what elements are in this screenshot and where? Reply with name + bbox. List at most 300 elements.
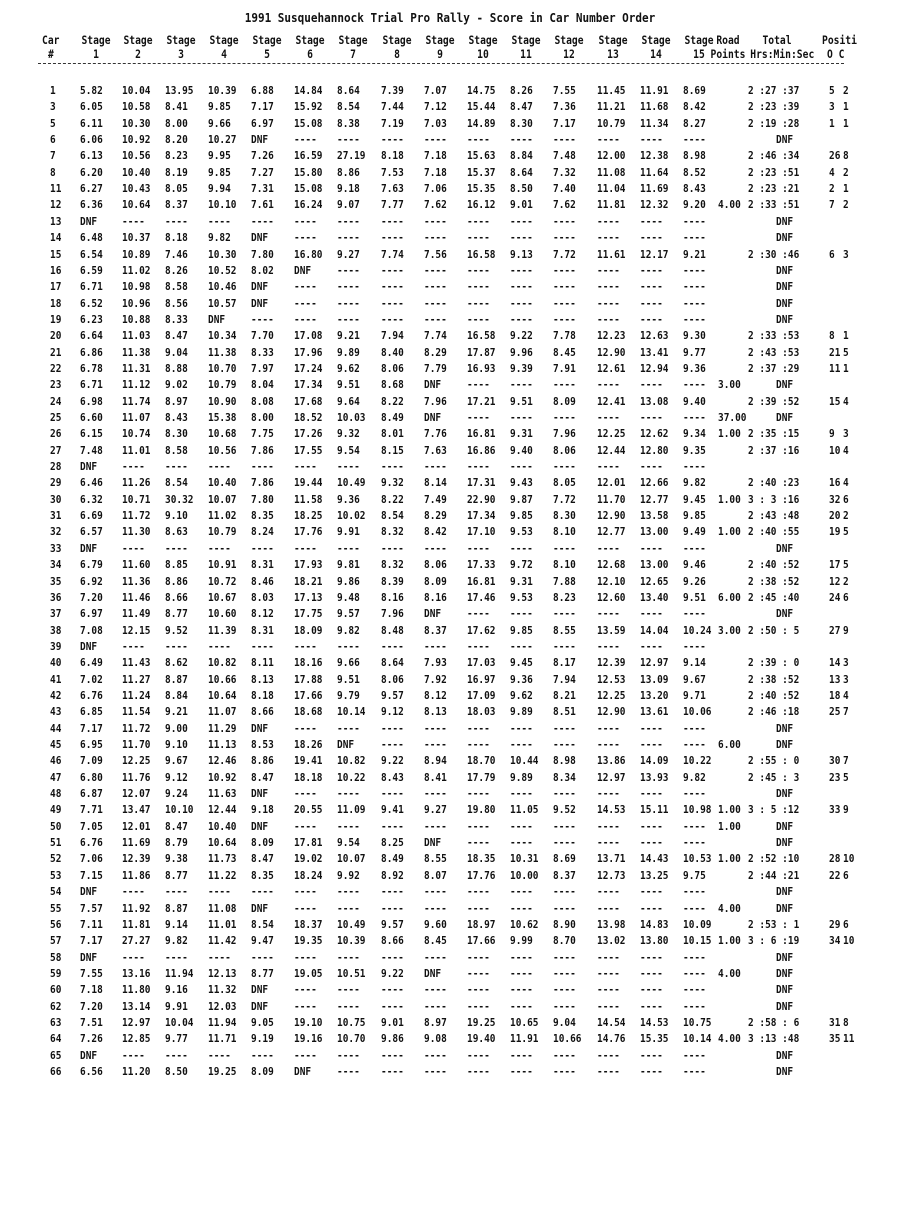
- car-number: 15: [50, 247, 62, 261]
- stage-time: 11.07: [208, 705, 237, 719]
- stage-time: ----: [683, 1065, 706, 1078]
- stage-time: 13.16: [122, 966, 151, 980]
- stage-time: ----: [597, 263, 620, 277]
- stage-time: ----: [640, 999, 663, 1013]
- stage-time: 13.59: [597, 623, 626, 637]
- stage-time: 9.39: [510, 361, 533, 375]
- road-points: 4.00: [718, 1032, 741, 1046]
- stage-time: 6.85: [80, 705, 103, 719]
- stage-time: 17.09: [467, 688, 496, 702]
- stage-time: ----: [597, 836, 620, 850]
- stage-time: ----: [553, 296, 576, 310]
- stage-time: ----: [294, 312, 317, 326]
- stage-time: 9.14: [683, 656, 706, 670]
- stage-time: 30.32: [165, 492, 194, 506]
- stage-time: 10.90: [208, 394, 237, 408]
- stage-time: 8.66: [165, 590, 188, 604]
- stage-time: 8.06: [381, 672, 404, 686]
- stage-time: ----: [510, 1065, 533, 1078]
- car-number: 48: [50, 787, 62, 801]
- stage-time: 9.51: [683, 590, 706, 604]
- stage-time: 11.34: [640, 116, 669, 130]
- total-time: 2 :40 :55: [748, 525, 800, 539]
- stage-time: ----: [597, 901, 620, 915]
- stage-time: 12.94: [640, 361, 669, 375]
- class-position: 5: [843, 770, 849, 784]
- stage-time: 18.18: [294, 770, 323, 784]
- header-stage-label: Stage: [295, 33, 325, 47]
- stage-time: ----: [337, 541, 360, 555]
- stage-time: 9.85: [683, 509, 706, 523]
- stage-time: 8.55: [424, 852, 447, 866]
- stage-time: 7.46: [165, 247, 188, 261]
- stage-time: 11.61: [597, 247, 626, 261]
- stage-time: 11.63: [208, 787, 237, 801]
- stage-time: 9.18: [337, 182, 360, 196]
- stage-time: ----: [424, 312, 447, 326]
- header-stage-label: Stage: [641, 33, 671, 47]
- stage-time: 9.72: [510, 558, 533, 572]
- stage-time: 7.63: [424, 443, 447, 457]
- stage-time: 17.96: [294, 345, 323, 359]
- stage-time: ----: [553, 280, 576, 294]
- stage-time: 10.09: [683, 917, 712, 931]
- stage-time: 8.77: [251, 966, 274, 980]
- stage-time: 7.17: [553, 116, 576, 130]
- header-stage-number: 8: [394, 47, 400, 61]
- stage-time: 11.42: [208, 934, 237, 948]
- stage-time: ----: [337, 721, 360, 735]
- stage-time: ----: [683, 819, 706, 833]
- car-number: 25: [50, 411, 62, 424]
- stage-time: 7.40: [553, 182, 576, 196]
- stage-time: 12.46: [208, 754, 237, 768]
- class-position: 4: [843, 476, 849, 490]
- stage-time: 11.24: [122, 688, 151, 702]
- stage-time: ----: [381, 639, 404, 653]
- stage-time: 10.52: [208, 263, 237, 277]
- header-stage-label: Stage: [252, 33, 282, 47]
- stage-time: 10.98: [683, 803, 712, 817]
- stage-time: 9.10: [165, 509, 188, 523]
- total-time: DNF: [776, 231, 794, 245]
- stage-time: 12.97: [640, 656, 669, 670]
- stage-time: 18.03: [467, 705, 496, 719]
- stage-time: 10.07: [337, 852, 366, 866]
- stage-time: 12.90: [597, 705, 626, 719]
- stage-time: ----: [553, 1048, 576, 1062]
- stage-time: 12.77: [640, 492, 669, 506]
- stage-time: 10.04: [122, 84, 151, 97]
- stage-time: 12.73: [597, 868, 626, 882]
- stage-time: 8.45: [424, 934, 447, 948]
- stage-time: 8.49: [381, 411, 404, 424]
- stage-time: ----: [381, 460, 404, 474]
- stage-time: 8.49: [381, 852, 404, 866]
- stage-time: 8.87: [165, 672, 188, 686]
- stage-time: ----: [165, 885, 188, 899]
- stage-time: 11.26: [122, 476, 151, 490]
- stage-time: 9.89: [337, 345, 360, 359]
- stage-time: ----: [122, 885, 145, 899]
- class-position: 5: [843, 525, 849, 539]
- header-car-label: Car: [42, 33, 60, 47]
- stage-time: 7.53: [381, 165, 404, 179]
- stage-time: 11.02: [122, 263, 151, 277]
- stage-time: ----: [597, 885, 620, 899]
- stage-time: ----: [553, 411, 576, 424]
- total-time: 2 :33 :51: [748, 198, 800, 212]
- stage-time: 8.54: [337, 100, 360, 114]
- stage-time: ----: [467, 133, 490, 147]
- stage-time: 8.09: [251, 836, 274, 850]
- stage-time: 7.94: [553, 672, 576, 686]
- stage-time: 10.79: [597, 116, 626, 130]
- stage-time: 7.08: [80, 623, 103, 637]
- stage-time: 7.03: [424, 116, 447, 130]
- stage-time: 8.42: [424, 525, 447, 539]
- total-time: DNF: [776, 1065, 794, 1078]
- header-stage-label: Stage: [123, 33, 153, 47]
- car-number: 52: [50, 852, 62, 866]
- stage-time: ----: [208, 460, 231, 474]
- stage-time: 17.10: [467, 525, 496, 539]
- stage-time: 7.72: [553, 247, 576, 261]
- car-number: 17: [50, 280, 62, 294]
- stage-time: 6.52: [80, 296, 103, 310]
- stage-time: 8.48: [381, 623, 404, 637]
- stage-time: 9.34: [683, 427, 706, 441]
- stage-time: ----: [683, 738, 706, 751]
- stage-time: ----: [597, 133, 620, 147]
- stage-time: 6.49: [80, 656, 103, 670]
- stage-time: 9.12: [165, 770, 188, 784]
- stage-time: 17.62: [467, 623, 496, 637]
- car-number: 27: [50, 443, 62, 457]
- stage-time: ----: [683, 639, 706, 653]
- stage-time: 11.91: [640, 84, 669, 97]
- stage-time: 18.37: [294, 917, 323, 931]
- stage-time: 9.26: [683, 574, 706, 588]
- stage-time: ----: [467, 1065, 490, 1078]
- stage-time: 6.15: [80, 427, 103, 441]
- header-stage-number: 2: [135, 47, 141, 61]
- stage-time: 8.30: [165, 427, 188, 441]
- stage-time: 8.54: [251, 917, 274, 931]
- stage-time: 9.52: [553, 803, 576, 817]
- stage-time: 7.49: [424, 492, 447, 506]
- stage-time: 7.61: [251, 198, 274, 212]
- stage-time: 9.91: [337, 525, 360, 539]
- stage-time: 7.56: [424, 247, 447, 261]
- stage-time: ----: [510, 607, 533, 621]
- stage-time: ----: [424, 280, 447, 294]
- stage-time: ----: [294, 721, 317, 735]
- road-points: 1.00: [718, 427, 741, 441]
- stage-time: 11.72: [122, 721, 151, 735]
- overall-position: 5: [829, 84, 835, 97]
- stage-time: 10.06: [683, 705, 712, 719]
- total-time: 2 :40 :52: [748, 688, 800, 702]
- stage-time: 12.41: [597, 394, 626, 408]
- stage-time: 8.38: [337, 116, 360, 130]
- stage-time: 10.64: [208, 688, 237, 702]
- header-stage-label: Stage: [338, 33, 368, 47]
- stage-time: ----: [553, 787, 576, 801]
- stage-time: 8.16: [424, 590, 447, 604]
- stage-time: 10.49: [337, 476, 366, 490]
- stage-time: ----: [381, 541, 404, 555]
- stage-time: 7.86: [251, 476, 274, 490]
- stage-time: 9.12: [381, 705, 404, 719]
- stage-time: 8.46: [251, 574, 274, 588]
- stage-time: 17.79: [467, 770, 496, 784]
- stage-time: ----: [294, 1048, 317, 1062]
- stage-time: 17.75: [294, 607, 323, 621]
- stage-time: 19.16: [294, 1032, 323, 1046]
- stage-time: 12.23: [597, 329, 626, 343]
- stage-time: 12.97: [597, 770, 626, 784]
- overall-position: 27: [829, 623, 841, 637]
- stage-time: 10.74: [122, 427, 151, 441]
- stage-time: 17.93: [294, 558, 323, 572]
- stage-time: 7.91: [553, 361, 576, 375]
- overall-position: 4: [829, 165, 835, 179]
- car-number: 56: [50, 917, 62, 931]
- stage-time: 10.39: [337, 934, 366, 948]
- stage-time: 7.17: [80, 721, 103, 735]
- stage-time: 9.19: [251, 1032, 274, 1046]
- stage-time: 7.18: [80, 983, 103, 997]
- stage-time: 9.31: [510, 427, 533, 441]
- total-time: DNF: [776, 312, 794, 326]
- stage-time: DNF: [251, 231, 269, 245]
- stage-time: 9.57: [381, 917, 404, 931]
- stage-time: 8.92: [381, 868, 404, 882]
- stage-time: DNF: [251, 787, 269, 801]
- header-stage-label: Stage: [209, 33, 239, 47]
- stage-time: DNF: [424, 607, 442, 621]
- stage-time: 8.31: [251, 623, 274, 637]
- stage-time: 9.91: [165, 999, 188, 1013]
- stage-time: 9.51: [337, 378, 360, 392]
- stage-time: 7.48: [553, 149, 576, 163]
- stage-time: 10.82: [208, 656, 237, 670]
- stage-time: DNF: [251, 133, 269, 147]
- header-stage-label: Stage: [382, 33, 412, 47]
- stage-time: 11.92: [122, 901, 151, 915]
- stage-time: 8.32: [381, 558, 404, 572]
- stage-time: ----: [640, 1065, 663, 1078]
- stage-time: 8.97: [424, 1015, 447, 1029]
- stage-time: ----: [510, 1048, 533, 1062]
- stage-time: 7.55: [80, 966, 103, 980]
- stage-time: 9.86: [381, 1032, 404, 1046]
- stage-time: 9.24: [165, 787, 188, 801]
- stage-time: 9.96: [510, 345, 533, 359]
- stage-time: 13.61: [640, 705, 669, 719]
- stage-time: ----: [640, 378, 663, 392]
- total-time: 3 : 5 :12: [748, 803, 800, 817]
- stage-time: ----: [251, 541, 274, 555]
- stage-time: 7.77: [381, 198, 404, 212]
- stage-time: 9.13: [510, 247, 533, 261]
- stage-time: 18.70: [467, 754, 496, 768]
- stage-time: ----: [597, 214, 620, 228]
- overall-position: 24: [829, 590, 841, 604]
- total-time: 2 :19 :28: [748, 116, 800, 130]
- stage-time: 9.89: [510, 770, 533, 784]
- stage-time: 15.11: [640, 803, 669, 817]
- road-points: 4.00: [718, 198, 741, 212]
- overall-position: 35: [829, 1032, 841, 1046]
- stage-time: 11.13: [208, 738, 237, 751]
- stage-time: ----: [467, 460, 490, 474]
- stage-time: 11.38: [122, 345, 151, 359]
- stage-time: 11.68: [640, 100, 669, 114]
- total-time: 2 :23 :39: [748, 100, 800, 114]
- stage-time: DNF: [337, 738, 355, 751]
- stage-time: 18.09: [294, 623, 323, 637]
- stage-time: 12.62: [640, 427, 669, 441]
- total-time: 2 :45 : 3: [748, 770, 800, 784]
- stage-time: ----: [165, 950, 188, 964]
- stage-time: 6.78: [80, 361, 103, 375]
- stage-time: ----: [640, 885, 663, 899]
- stage-time: ----: [381, 950, 404, 964]
- stage-time: ----: [597, 1048, 620, 1062]
- stage-time: ----: [553, 378, 576, 392]
- total-time: DNF: [776, 280, 794, 294]
- header-position-oc: O C: [827, 47, 845, 61]
- stage-time: 11.30: [122, 525, 151, 539]
- stage-time: 9.51: [337, 672, 360, 686]
- stage-time: ----: [683, 214, 706, 228]
- stage-time: 10.56: [208, 443, 237, 457]
- stage-time: 7.80: [251, 247, 274, 261]
- stage-time: 8.43: [381, 770, 404, 784]
- stage-time: ----: [381, 721, 404, 735]
- stage-time: 9.36: [683, 361, 706, 375]
- total-time: 2 :38 :52: [748, 672, 800, 686]
- stage-time: 8.54: [381, 509, 404, 523]
- stage-time: ----: [424, 738, 447, 751]
- stage-time: ----: [510, 787, 533, 801]
- stage-time: ----: [683, 378, 706, 392]
- stage-time: 8.88: [165, 361, 188, 375]
- stage-time: 11.71: [208, 1032, 237, 1046]
- stage-time: 8.03: [251, 590, 274, 604]
- overall-position: 19: [829, 525, 841, 539]
- stage-time: 13.47: [122, 803, 151, 817]
- stage-time: 16.97: [467, 672, 496, 686]
- stage-time: 12.01: [122, 819, 151, 833]
- stage-time: ----: [337, 983, 360, 997]
- class-position: 2: [843, 574, 849, 588]
- class-position: 10: [843, 852, 855, 866]
- stage-time: ----: [337, 1048, 360, 1062]
- stage-time: 9.82: [165, 934, 188, 948]
- car-number: 23: [50, 378, 62, 392]
- stage-time: 9.43: [510, 476, 533, 490]
- stage-time: 8.17: [553, 656, 576, 670]
- stage-time: 6.36: [80, 198, 103, 212]
- stage-time: ----: [510, 312, 533, 326]
- car-number: 40: [50, 656, 62, 670]
- stage-time: ----: [337, 885, 360, 899]
- stage-time: 17.76: [294, 525, 323, 539]
- stage-time: 8.69: [683, 84, 706, 97]
- stage-time: 10.66: [208, 672, 237, 686]
- stage-time: ----: [381, 214, 404, 228]
- stage-time: 6.57: [80, 525, 103, 539]
- stage-time: 6.80: [80, 770, 103, 784]
- stage-time: 17.24: [294, 361, 323, 375]
- stage-time: 9.94: [208, 182, 231, 196]
- car-number: 66: [50, 1065, 62, 1078]
- stage-time: ----: [597, 280, 620, 294]
- overall-position: 30: [829, 754, 841, 768]
- road-points: 4.00: [718, 901, 741, 915]
- stage-time: 12.25: [597, 427, 626, 441]
- stage-time: 7.12: [424, 100, 447, 114]
- overall-position: 32: [829, 492, 841, 506]
- stage-time: 7.18: [424, 149, 447, 163]
- stage-time: 20.55: [294, 803, 323, 817]
- stage-time: 8.31: [251, 558, 274, 572]
- car-number: 58: [50, 950, 62, 964]
- stage-time: ----: [510, 296, 533, 310]
- header-stage-label: Stage: [554, 33, 584, 47]
- total-time: DNF: [776, 999, 794, 1013]
- stage-time: 17.03: [467, 656, 496, 670]
- stage-time: 8.69: [553, 852, 576, 866]
- stage-time: 10.79: [208, 378, 237, 392]
- stage-time: ----: [467, 999, 490, 1013]
- car-number: 26: [50, 427, 62, 441]
- overall-position: 2: [829, 182, 835, 196]
- stage-time: 10.22: [683, 754, 712, 768]
- car-number: 19: [50, 312, 62, 326]
- stage-time: ----: [122, 214, 145, 228]
- stage-time: 8.86: [337, 165, 360, 179]
- stage-time: 6.54: [80, 247, 103, 261]
- stage-time: 11.81: [122, 917, 151, 931]
- header-stage-label: Stage: [166, 33, 196, 47]
- stage-time: 8.56: [165, 296, 188, 310]
- stage-time: ----: [640, 133, 663, 147]
- stage-time: 10.34: [208, 329, 237, 343]
- header-stage-number: 4: [221, 47, 227, 61]
- stage-time: ----: [122, 460, 145, 474]
- stage-time: 9.18: [251, 803, 274, 817]
- stage-time: ----: [424, 999, 447, 1013]
- overall-position: 22: [829, 868, 841, 882]
- total-time: DNF: [776, 836, 794, 850]
- stage-time: 8.86: [165, 574, 188, 588]
- class-position: 6: [843, 868, 849, 882]
- total-time: DNF: [776, 214, 794, 228]
- stage-time: 10.53: [683, 852, 712, 866]
- stage-time: ----: [597, 950, 620, 964]
- stage-time: 9.00: [165, 721, 188, 735]
- stage-time: 15.38: [208, 411, 237, 424]
- stage-time: 12.15: [122, 623, 151, 637]
- stage-time: ----: [294, 983, 317, 997]
- stage-time: ----: [424, 819, 447, 833]
- stage-time: ----: [510, 721, 533, 735]
- stage-time: ----: [165, 639, 188, 653]
